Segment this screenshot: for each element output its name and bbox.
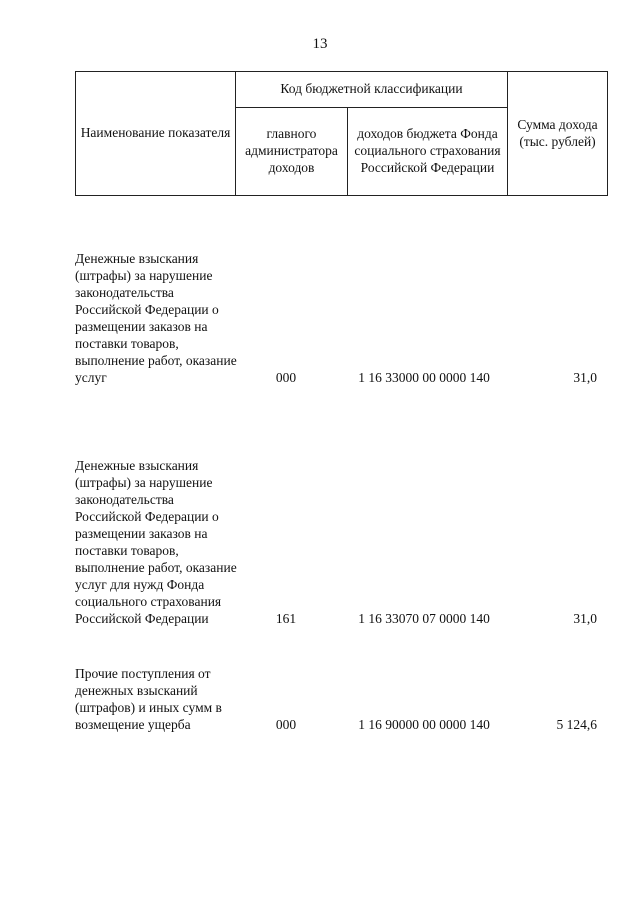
row-budget-code: 1 16 90000 00 0000 140: [358, 717, 490, 732]
row-name: Денежные взыскания (штрафы) за нарушение законодательства Российской Федерации о размещении заказов на поставки товаров, выполнение работ, оказание услуг: [75, 251, 237, 385]
row-name: Денежные взыскания (штрафы) за нарушение законодательства Российской Федерации о размещении заказов на поставки товаров, выполнение работ, оказание услуг для нужд Фонда социального страхования Российской Федерации: [75, 458, 237, 626]
row-admin-code: 161: [275, 611, 297, 626]
row-admin-code: 000: [275, 370, 297, 385]
header-fund-column: доходов бюджета Фонда социального страхования Российской Федерации: [348, 108, 508, 196]
header-admin-column: главного администратора доходов: [236, 108, 348, 196]
header-sum-column: Сумма дохода (тыс. рублей): [508, 72, 608, 196]
row-sum: 5 124,6: [556, 717, 597, 732]
row-admin-code: 000: [275, 717, 297, 732]
row-sum: 31,0: [573, 611, 597, 626]
page-number: 13: [312, 36, 328, 52]
row-budget-code: 1 16 33000 00 0000 140: [358, 370, 490, 385]
table-row: [75, 233, 607, 386]
header-name-column: Наименование показателя: [76, 72, 236, 196]
header-budget-classification: Код бюджетной классификации: [236, 72, 508, 108]
table-row: [75, 405, 607, 627]
row-name: Прочие поступления от денежных взысканий (штрафов) и иных сумм в возмещение ущерба: [75, 666, 222, 732]
row-budget-code: 1 16 33070 07 0000 140: [358, 611, 490, 626]
table-header: [75, 71, 608, 196]
row-sum: 31,0: [573, 370, 597, 385]
table-row: [75, 645, 607, 733]
